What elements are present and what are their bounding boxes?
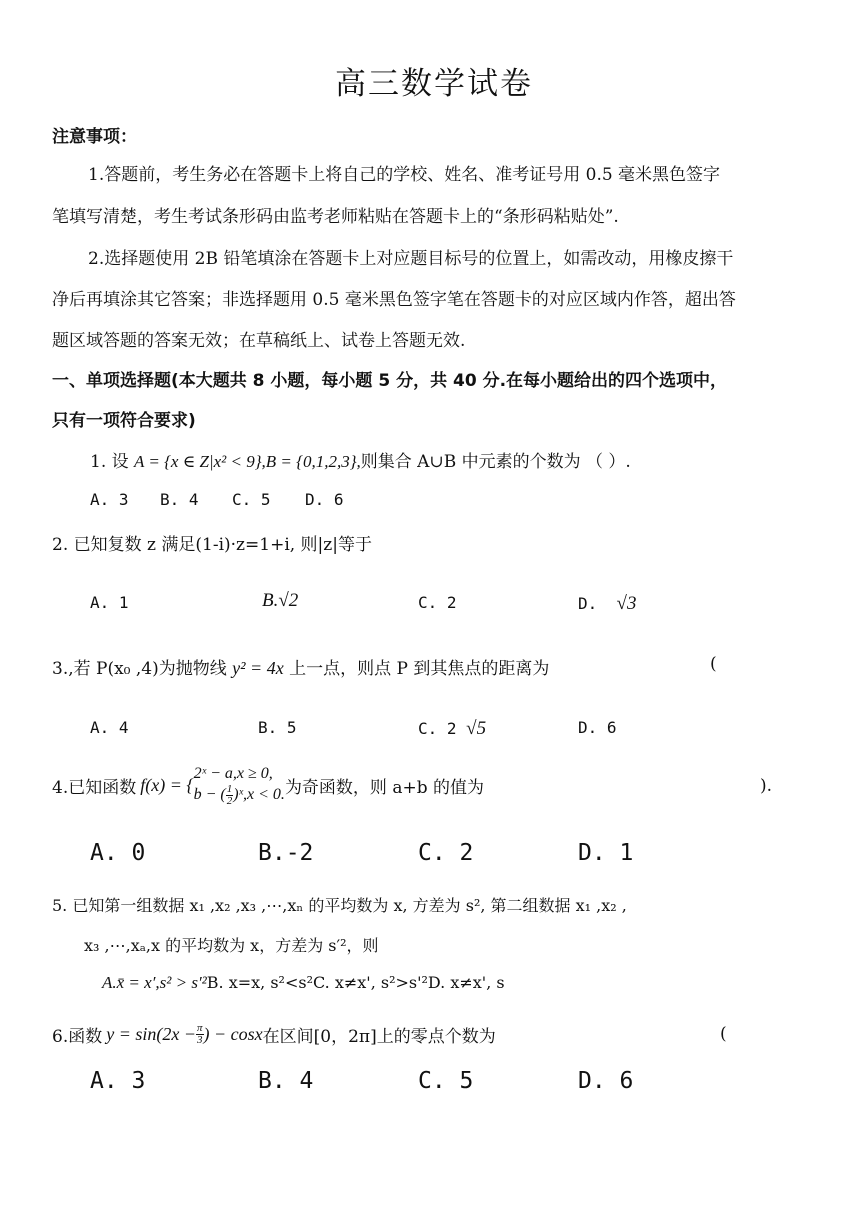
question-5-line1: 5. 已知第一组数据 x₁ ,x₂ ,x₃ ,⋯,xₙ 的平均数为 x, 方差为 s², 第二组数据 x₁ ,x₂ , (52, 896, 627, 915)
q3-suffix: 上一点，则点 P 到其焦点的距离为 (283, 659, 550, 679)
q1-option-c: C. 5 (232, 490, 271, 509)
q2-option-b: B.√2 (262, 590, 299, 611)
section1-heading-line1: 一、单项选择题(本大题共 8 小题，每小题 5 分，共 40 分.在每小题给出的四个选项中， (52, 371, 728, 391)
notice-item2-line2: 净后再填涂其它答案；非选择题用 0.5 毫米黑色签字笔在答题卡的对应区域内作答，超出答 (52, 290, 736, 310)
notice-item1-line1: 1.答题前，考生务必在答题卡上将自己的学校、姓名、准考证号用 0.5 毫米黑色签字 (88, 165, 721, 185)
q2-option-d-prefix: D. (578, 594, 598, 613)
q6-option-b: B. 4 (258, 1068, 314, 1094)
q4-answer-paren: ). (760, 776, 773, 796)
question-3 (52, 654, 549, 679)
q4-case-2-a: b − ( (193, 786, 226, 804)
q3-option-a: A. 4 (90, 718, 129, 737)
q1-option-a: A. 3 (90, 490, 129, 509)
q1-suffix: 则集合 A∪B 中元素的个数为 （ ）. (360, 452, 631, 472)
q3-option-c (418, 718, 486, 740)
q6-fraction-denominator: 3 (197, 1033, 203, 1046)
notice-item2-line3: 题区域答题的答案无效；在草稿纸上、试卷上答题无效. (52, 331, 466, 351)
q3-answer-paren: ( (710, 654, 717, 674)
q4-case-2-b: )ˣ,x < 0. (233, 786, 285, 804)
q4-option-a: A. 0 (90, 840, 146, 866)
q2-option-c: C. 2 (418, 593, 457, 612)
q4-prefix: 4.已知函数 (52, 777, 137, 798)
q6-pi-fraction (196, 1023, 204, 1046)
q2-option-d (578, 593, 636, 615)
question-5-line3 (102, 973, 505, 993)
q6-fraction-numerator: π (197, 1021, 203, 1034)
q3-option-c-math: √5 (466, 718, 487, 739)
q4-piecewise-cases (194, 763, 285, 807)
q3-option-d: D. 6 (578, 718, 617, 737)
q2-option-a: A. 1 (90, 593, 129, 612)
q4-suffix: 为奇函数，则 a+b 的值为 (284, 777, 485, 798)
q6-answer-paren: ( (720, 1024, 727, 1044)
q4-option-b: B.-2 (258, 840, 314, 866)
q1-prefix: 1. 设 (90, 452, 135, 472)
question-2: 2. 已知复数 z 满足(1-i)·z=1+i, 则|z|等于 (52, 535, 372, 555)
q6-math-b: ) − cosx (203, 1023, 263, 1044)
question-4 (52, 756, 484, 814)
q1-option-b: B. 4 (160, 490, 199, 509)
question-6 (52, 1016, 496, 1052)
q6-option-d: D. 6 (578, 1068, 634, 1094)
section1-heading-line2: 只有一项符合要求) (52, 411, 196, 431)
notice-item1-line2: 笔填写清楚，考生考试条形码由监考老师粘贴在答题卡上的“条形码粘贴处”. (52, 207, 619, 227)
question-5-line2: x₃ ,⋯,xₐ,x 的平均数为 x，方差为 s′²，则 (84, 936, 379, 955)
q6-suffix: 在区间[0，2π]上的零点个数为 (262, 1026, 496, 1047)
q6-option-c: C. 5 (418, 1068, 474, 1094)
q4-case-1: 2ˣ − a,x ≥ 0, (193, 765, 273, 782)
q2-option-d-math: √3 (616, 593, 637, 614)
q5-option-a-math: A.x̄ = x′,s² > s′² (102, 973, 207, 992)
q5-options-rest: B. x=x, s²<s²C. x≠x', s²>s'²D. x≠x', s (206, 973, 505, 992)
q3-prefix: 3.,若 P(x₀ ,4)为抛物线 (52, 659, 233, 679)
q6-math-a: y = sin(2x − (106, 1023, 197, 1044)
q4-fraction-denominator: 2 (226, 795, 233, 807)
q3-option-b: B. 5 (258, 718, 297, 737)
q1-option-d: D. 6 (305, 490, 344, 509)
q6-prefix: 6.函数 (52, 1026, 103, 1047)
q4-fraction-numerator: 1 (226, 783, 233, 795)
q4-option-c: C. 2 (418, 840, 474, 866)
page-title: 高三数学试卷 (335, 66, 533, 102)
notice-item2-line1: 2.选择题使用 2B 铅笔填涂在答题卡上对应题目标号的位置上，如需改动，用橡皮擦干 (88, 249, 734, 269)
q4-option-d: D. 1 (578, 840, 634, 866)
q3-option-c-prefix: C. 2 (418, 719, 457, 738)
q1-math: A = {x ∈ Z|x² < 9},B = {0,1,2,3}, (134, 452, 361, 471)
question-1 (90, 447, 631, 472)
q4-case-2 (194, 784, 285, 807)
q4-fx: f(x) = { (140, 774, 194, 795)
q6-option-a: A. 3 (90, 1068, 146, 1094)
notice-heading: 注意事项： (52, 127, 137, 147)
q3-math: y² = 4x (232, 658, 284, 678)
